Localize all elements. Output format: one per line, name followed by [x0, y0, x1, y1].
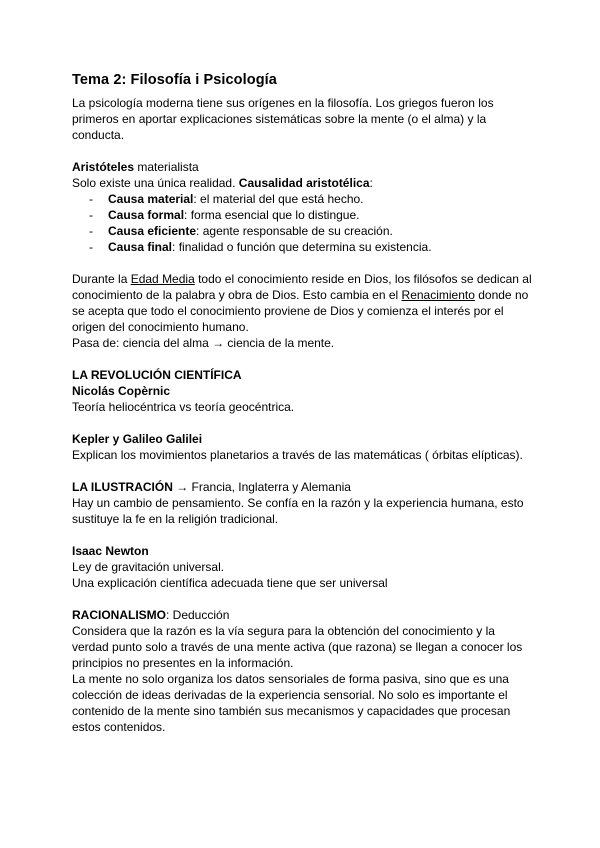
racionalismo-suffix: : Deducción — [166, 608, 230, 622]
cause-term: Causa material — [108, 192, 194, 206]
intro-paragraph: La psicología moderna tiene sus orígenes en la filosofía. Los griegos fueron los primeros en aportar explicaciones sistemáticas sobre la mente (o el alma) y la conducta. — [72, 96, 494, 142]
document-page — [72, 70, 532, 735]
cause-desc: : finalidad o función que determina su existencia. — [172, 240, 432, 254]
cause-term: Causa eficiente — [108, 224, 197, 238]
page-title: Tema 2: Filosofía i Psicología — [72, 72, 277, 88]
edad-media-text: todo el conocimiento reside en Dios, los filósofos se dedican al conocimiento de la palabra y obra de Dios. Esto cambia en el — [72, 272, 532, 302]
renacimiento-link[interactable]: Renacimiento — [401, 288, 475, 302]
cause-term: Causa formal — [108, 208, 185, 222]
aristoteles-heading — [72, 159, 532, 175]
aristoteles-name: Aristóteles — [72, 160, 135, 174]
ilustracion-suffix: → Francia, Inglaterra y Alemania — [172, 480, 351, 494]
racionalismo-paragraph-2: La mente no solo organiza los datos sensoriales de forma pasiva, sino que es una colección de ideas derivadas de la experiencia sensorial. No solo es importante el contenido de la mente sino también sus mecanismos y capacidades que procesan estos contenidos. — [72, 672, 511, 734]
edad-media-text: Durante la — [72, 272, 131, 286]
ilustracion-title: LA ILUSTRACIÓN — [72, 480, 173, 494]
list-item — [89, 239, 532, 255]
edad-media-link[interactable]: Edad Media — [130, 272, 195, 286]
list-item — [89, 207, 532, 223]
pasa-de-line: Pasa de: ciencia del alma → ciencia de la mente. — [72, 336, 335, 350]
list-item — [89, 223, 532, 239]
causalidad-line — [72, 175, 532, 191]
causes-list — [72, 191, 532, 255]
cause-desc: : forma esencial que lo distingue. — [184, 208, 360, 222]
newton-line-1: Ley de gravitación universal. — [72, 560, 225, 574]
revolucion-heading: LA REVOLUCIÓN CIENTÍFICA — [72, 368, 242, 382]
cause-desc: : el material del que está hecho. — [193, 192, 364, 206]
kepler-text: Explican los movimientos planetarios a través de las matemáticas ( órbitas elípticas). — [72, 448, 523, 462]
kepler-name: Kepler y Galileo Galilei — [72, 432, 203, 446]
cause-desc: : agente responsable de su creación. — [196, 224, 393, 238]
causalidad-suffix: : — [369, 176, 373, 190]
causalidad-prefix: Solo existe una única realidad. — [72, 176, 239, 190]
ilustracion-heading — [72, 479, 532, 495]
copernic-text: Teoría heliocéntrica vs teoría geocéntrica. — [72, 400, 295, 414]
edad-media-text: donde no se acepta que todo el conocimiento proviene de Dios y comienza el interés por el origen del conocimiento humano. — [72, 288, 529, 334]
causalidad-title: Causalidad aristotélica — [238, 176, 370, 190]
cause-term: Causa final — [108, 240, 173, 254]
ilustracion-text: Hay un cambio de pensamiento. Se confía en la razón y la experiencia humana, esto sustituye la fe en la religión tradicional. — [72, 496, 524, 526]
racionalismo-heading — [72, 607, 532, 623]
edad-media-paragraph — [72, 271, 532, 335]
newton-line-2: Una explicación científica adecuada tiene que ser universal — [72, 576, 388, 590]
copernic-name: Nicolás Copèrnic — [72, 384, 171, 398]
racionalismo-paragraph-1: Considera que la razón es la vía segura para la obtención del conocimiento y la verdad punto solo a través de una mente activa (que razona) se llegan a conocer los principios no presentes en la información. — [72, 624, 523, 670]
aristoteles-suffix: materialista — [134, 160, 199, 174]
list-item — [89, 191, 532, 207]
newton-name: Isaac Newton — [72, 544, 149, 558]
racionalismo-title: RACIONALISMO — [72, 608, 166, 622]
